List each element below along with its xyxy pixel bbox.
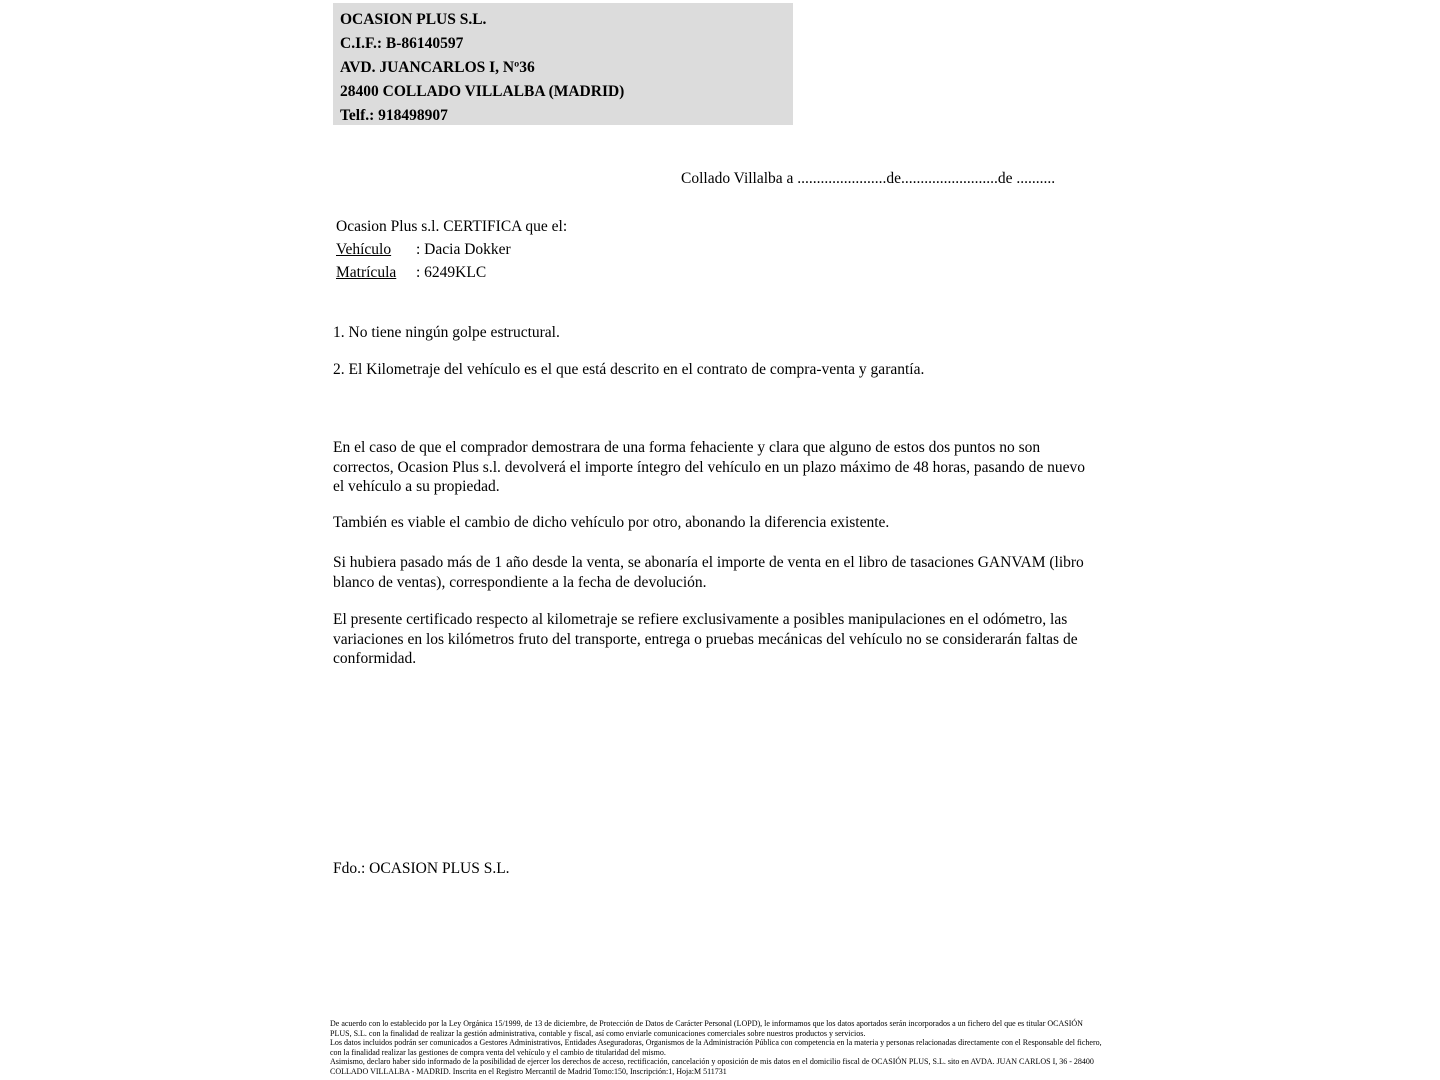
legal-paragraph-lopd: De acuerdo con lo establecido por la Ley Orgánica 15/1999, de 13 de diciembre, de Protección de Datos de Carácter Personal (LOPD), le informamos que los datos aportados serán incorporados a un fichero del que es titular OCASIÓN PLUS, S.L. con la finalidad de realizar la gestión administrativa, contable y fiscal, así como enviarle comunicaciones comerciales sobre nuestros productos y servicios. (330, 1019, 1083, 1038)
vehicle-label: Vehículo (336, 241, 392, 258)
point-structural: 1. No tiene ningún golpe estructural. (333, 324, 560, 341)
date-line: Collado Villalba a .......................de.........................de .......... (681, 170, 1056, 187)
vehicle-row (336, 238, 567, 261)
company-header (333, 3, 793, 125)
signature-line: Fdo.: OCASION PLUS S.L. (333, 860, 510, 877)
plate-row (336, 261, 567, 284)
plate-value: : 6249KLC (416, 264, 487, 281)
legal-footer (330, 1019, 1102, 1077)
legal-paragraph-rights: Asimismo, declaro haber sido informado de la posibilidad de ejercer los derechos de acceso, rectificación, cancelación y oposición de mis datos en el domicilio fiscal de OCASIÓN PLUS, S.L. sito en AVDA. JUAN CARLOS I, 36 - 28400 COLLADO VILLALBA - MADRID. Inscrita en el Registro Mercantil de Madrid Tomo:150, Inscripción:1, Hoja:M 511731 (330, 1057, 1094, 1076)
paragraph-exchange: También es viable el cambio de dicho vehículo por otro, abonando la diferencia existente. (333, 514, 890, 531)
point-mileage: 2. El Kilometraje del vehículo es el que está descrito en el contrato de compra-venta y garantía. (333, 361, 925, 378)
legal-paragraph-data-sharing: Los datos incluidos podrán ser comunicados a Gestores Administrativos, Entidades Aseguradoras, Organismos de la Administración Pública con competencia en la materia y personas relacionadas directamente con el Responsable del fichero, con la finalidad realizar las gestiones de compra venta del vehículo y el cambio de titularidad del mismo. (330, 1038, 1102, 1057)
certifies-intro: Ocasion Plus s.l. CERTIFICA que el: (336, 218, 568, 235)
company-name: OCASION PLUS S.L. (340, 11, 487, 28)
company-cif: C.I.F.: B-86140597 (340, 35, 464, 52)
vehicle-value: : Dacia Dokker (416, 241, 511, 258)
company-address: AVD. JUANCARLOS I, Nº36 (340, 59, 535, 76)
paragraph-refund: En el caso de que el comprador demostrara de una forma fehaciente y clara que alguno de estos dos puntos no son correctos, Ocasion Plus s.l. devolverá el importe íntegro del vehículo en un plazo máximo de 48 horas, pasando de nuevo el vehículo a su propiedad. (333, 439, 1085, 495)
plate-label: Matrícula (336, 264, 397, 281)
certification-block (336, 215, 567, 284)
company-phone: Telf.: 918498907 (340, 107, 448, 124)
paragraph-odometer: El presente certificado respecto al kilometraje se refiere exclusivamente a posibles manipulaciones en el odómetro, las variaciones en los kilómetros fruto del transporte, entrega o pruebas mecánicas del vehículo no se considerarán faltas de conformidad. (333, 611, 1078, 667)
company-city: 28400 COLLADO VILLALBA (MADRID) (340, 83, 625, 100)
paragraph-ganvam: Si hubiera pasado más de 1 año desde la venta, se abonaría el importe de venta en el libro de tasaciones GANVAM (libro blanco de ventas), correspondiente a la fecha de devolución. (333, 554, 1084, 591)
